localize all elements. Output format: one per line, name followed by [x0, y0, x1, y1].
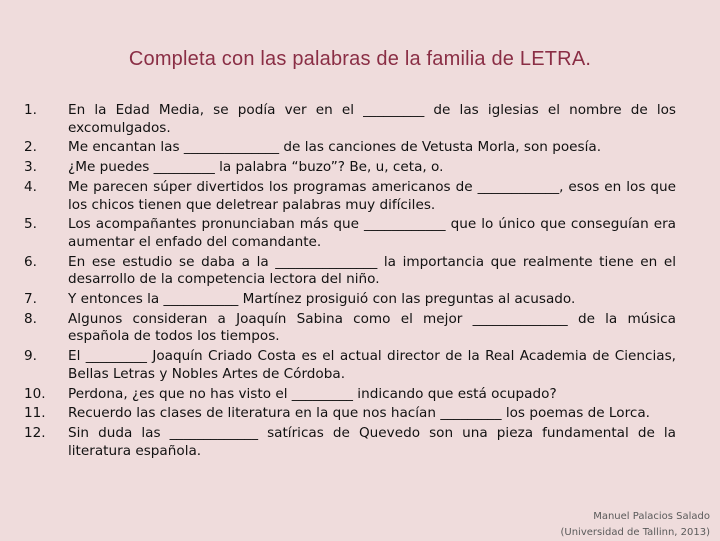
item-number: 6.	[24, 253, 37, 270]
list-item	[24, 311, 676, 346]
item-text: Recuerdo las clases de literatura en la que nos hacían _________ los poemas de Lorca.	[68, 405, 650, 422]
item-text: En la Edad Media, se podía ver en el _________ de las iglesias el nombre de los excomulgados.	[68, 102, 676, 136]
item-text: Sin duda las _____________ satíricas de Quevedo son una pieza fundamental de la literatura española.	[68, 425, 676, 459]
item-number: 5.	[24, 216, 37, 233]
item-text: Y entonces la ___________ Martínez prosiguió con las preguntas al acusado.	[68, 291, 576, 308]
item-text: El _________ Joaquín Criado Costa es el actual director de la Real Academia de Ciencias, Bellas Letras y Nobles Artes de Córdoba.	[68, 348, 676, 382]
list-item	[24, 348, 676, 383]
list-item	[24, 386, 676, 404]
item-number: 4.	[24, 178, 37, 195]
item-text: Los acompañantes pronunciaban más que ____________ que lo único que conseguían era aumentar el enfado del comandante.	[68, 216, 676, 250]
item-number: 7.	[24, 291, 37, 308]
list-item	[24, 405, 676, 423]
item-number: 3.	[24, 159, 37, 176]
credit-author: Manuel Palacios Salado	[593, 511, 710, 522]
item-number: 9.	[24, 348, 37, 365]
credit-affiliation: (Universidad de Tallinn, 2013)	[560, 527, 710, 538]
list-item	[24, 179, 676, 214]
credit	[561, 509, 711, 541]
item-number: 11.	[24, 405, 46, 422]
item-number: 10.	[24, 385, 46, 402]
item-text: Me parecen súper divertidos los programas americanos de ____________, esos en los que los chicos tienen que deletrear palabras muy difíciles.	[68, 178, 676, 213]
item-text: En ese estudio se daba a la _______________ la importancia que realmente tiene en el desarrollo de la competencia lectora del niño.	[68, 253, 676, 288]
item-number: 8.	[24, 310, 37, 327]
item-text: Me encantan las ______________ de las canciones de Vetusta Morla, son poesía.	[68, 139, 602, 156]
list-item	[24, 216, 676, 251]
list-item	[24, 139, 676, 157]
list-item	[24, 254, 676, 289]
item-text: Algunos consideran a Joaquín Sabina como el mejor ______________ de la música española de todos los tiempos.	[68, 310, 676, 345]
list-item	[24, 291, 676, 309]
item-text: ¿Me puedes _________ la palabra “buzo”? Be, u, ceta, o.	[68, 159, 444, 176]
item-number: 1.	[24, 102, 37, 118]
list-item	[24, 425, 676, 460]
page-title: Completa con las palabras de la familia de LETRA.	[128, 48, 592, 70]
exercise-list	[24, 102, 676, 463]
list-item	[24, 102, 676, 137]
list-item	[24, 159, 676, 177]
item-text: Perdona, ¿es que no has visto el _________ indicando que está ocupado?	[68, 385, 557, 402]
item-number: 12.	[24, 425, 46, 442]
item-number: 2.	[24, 139, 37, 156]
